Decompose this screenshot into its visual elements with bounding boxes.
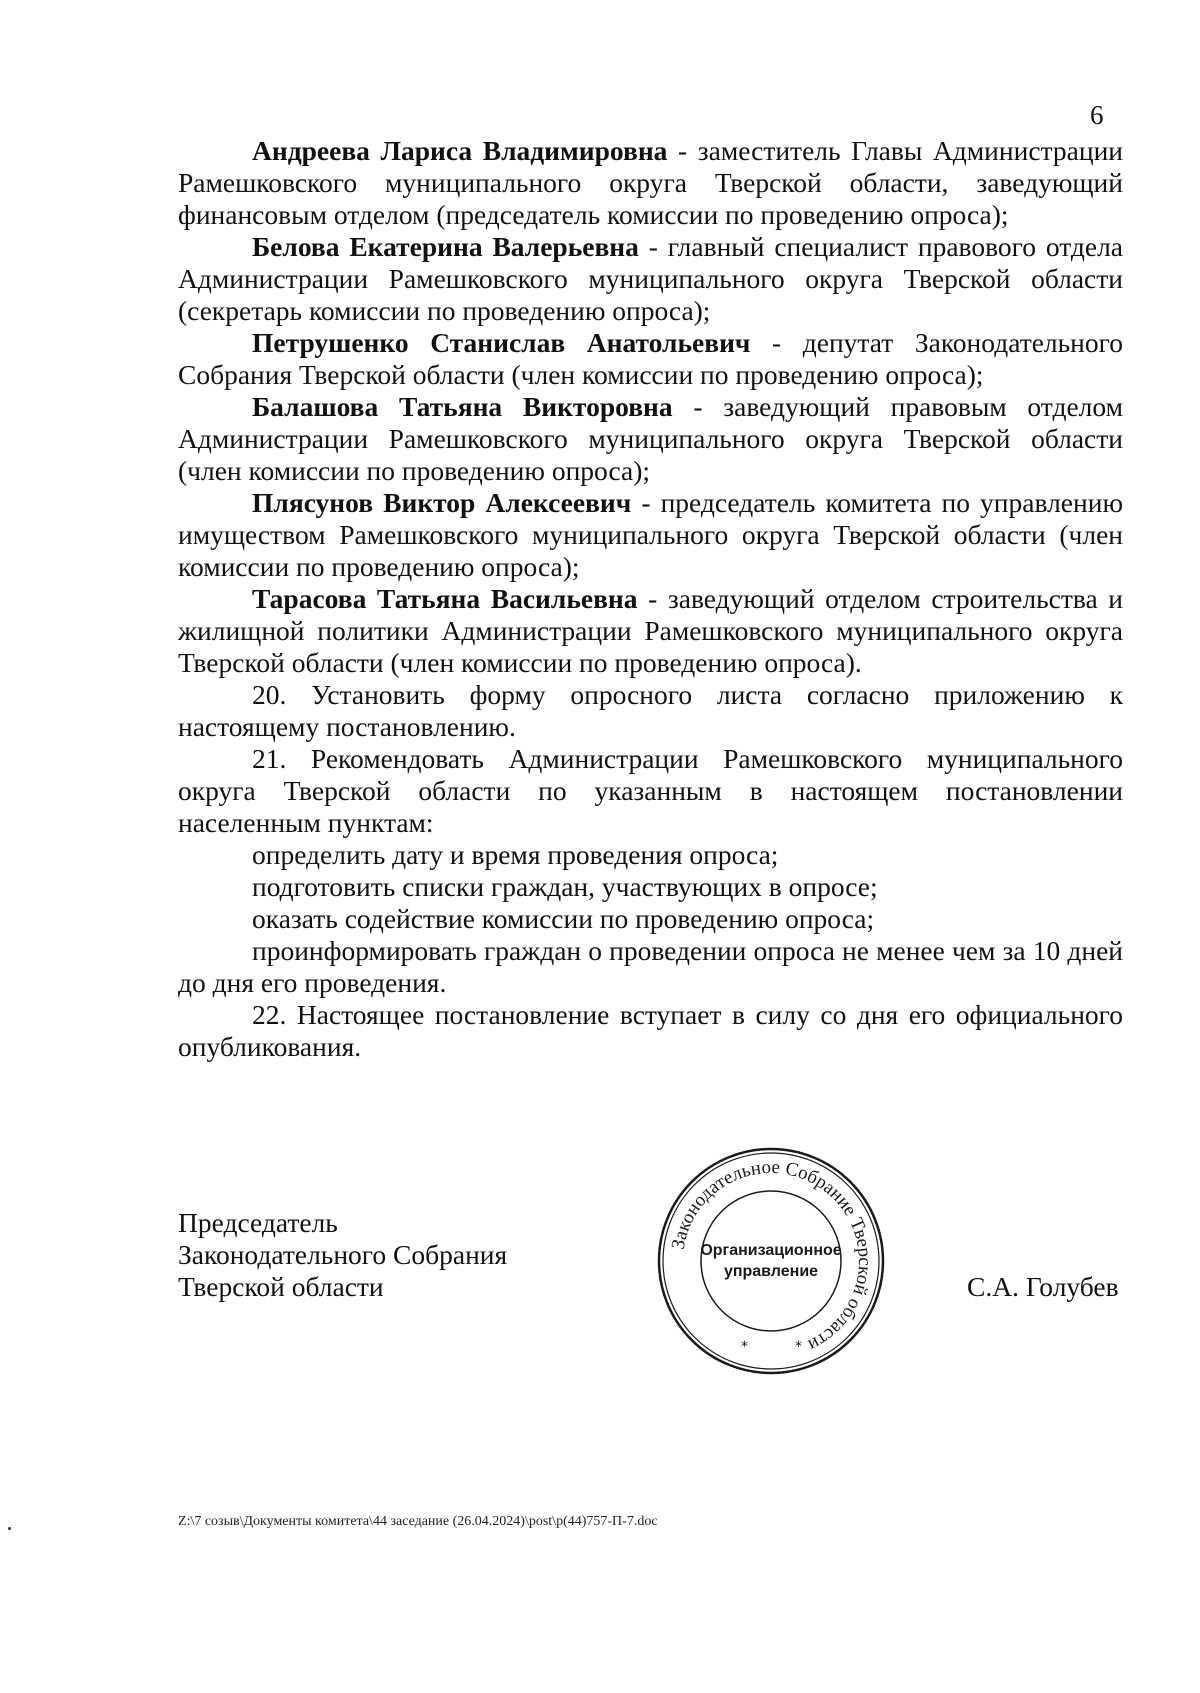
stamp-ring-text: Законодательное Собрание Тверской области [667,1156,876,1356]
member-paragraph [178,583,1123,679]
member-paragraph [178,231,1123,327]
item-21-sub: проинформировать граждан о проведении опроса не менее чем за 10 дней до дня его проведения. [178,935,1123,998]
item-22: 22. Настоящее постановление вступает в силу со дня его официального опубликования. [178,999,1123,1062]
member-name: Балашова Татьяна Викторовна [252,391,673,422]
member-name: Тарасова Татьяна Васильевна [252,583,638,614]
signature-title-line: Председатель [178,1207,338,1238]
signature-title-line: Законодательного Собрания [178,1239,508,1270]
member-role: - депутат Законодательного Собрания Тверской области (член комиссии по проведению опроса); [178,327,1123,390]
scan-dot [8,1527,11,1530]
signature-title [178,1207,507,1303]
member-paragraph [178,135,1123,231]
member-role: - заместитель Главы Администрации Рамешковского муниципального округа Тверской области, заведующий финансовым отделом (председатель комиссии по проведению опроса); [178,135,1123,230]
member-name: Плясунов Виктор Алексеевич [252,487,632,518]
member-name: Белова Екатерина Валерьевна [252,231,639,262]
star-icon: * [741,1339,748,1355]
item-21-sub: определить дату и время проведения опроса; [252,839,779,870]
page-number: 6 [1090,100,1104,130]
stamp-center-text [697,1240,845,1282]
member-role: - главный специалист правового отдела Администрации Рамешковского муниципального округа Тверской области (секретарь комиссии по проведению опроса); [178,231,1123,326]
document-body [178,135,1123,1063]
item-21: 21. Рекомендовать Администрации Рамешковского муниципального округа Тверской области по указанным в настоящем постановлении населенным пунктам: [178,743,1123,838]
signer-name: С.А. Голубев [967,1271,1119,1302]
member-name: Андреева Лариса Владимировна [252,135,668,166]
stamp-center-line: Организационное [700,1242,842,1259]
member-paragraph [178,327,1123,391]
signature-title-line: Тверской области [178,1271,384,1302]
member-role: - заведующий правовым отделом Администрации Рамешковского муниципального округа Тверской области (член комиссии по проведению опроса); [178,391,1124,486]
member-role: - заведующий отделом строительства и жилищной политики Администрации Рамешковского муниципального округа Тверской области (член комиссии по проведению опроса). [178,583,1123,678]
file-path-footer: Z:\7 созыв\Документы комитета\44 заседание (26.04.2024)\post\p(44)757-П-7.doc [178,1514,658,1529]
star-icon: * [795,1339,802,1355]
item-21-sub: подготовить списки граждан, участвующих в опросе; [252,871,878,902]
item-20: 20. Установить форму опросного листа согласно приложению к настоящему постановлению. [178,679,1123,742]
member-name: Петрушенко Станислав Анатольевич [252,327,751,358]
item-21-sub: оказать содействие комиссии по проведению опроса; [252,903,875,934]
stamp-center-line: управление [723,1263,819,1280]
official-stamp [655,1145,887,1377]
member-paragraph [178,391,1123,487]
member-paragraph [178,487,1123,583]
member-role: - председатель комитета по управлению имуществом Рамешковского муниципального округа Тверской области (член комиссии по проведению опроса); [178,487,1123,582]
